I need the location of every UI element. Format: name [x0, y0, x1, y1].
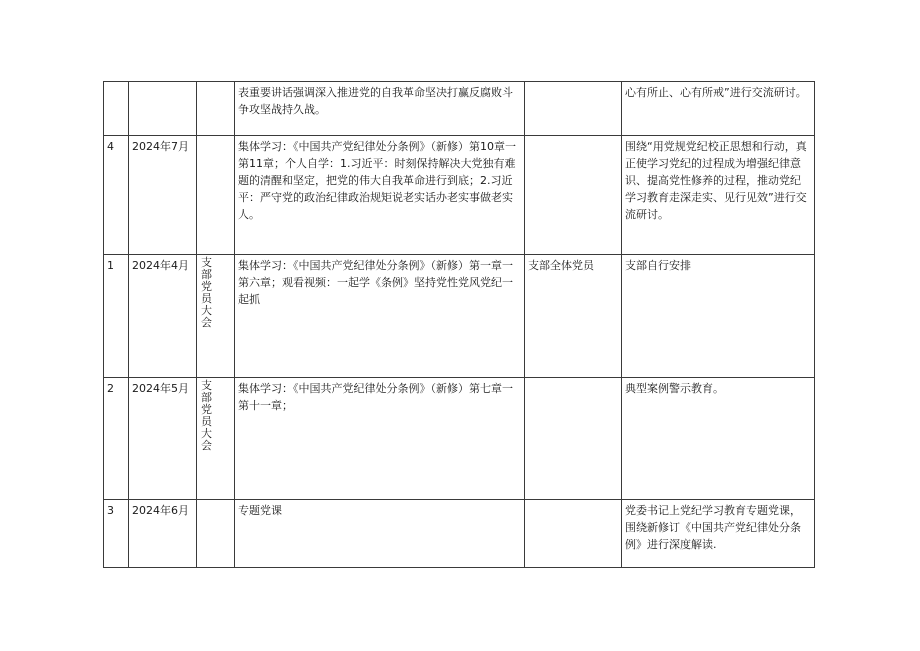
table-row [104, 500, 815, 568]
study-schedule-table [103, 81, 815, 568]
row-form [197, 500, 235, 568]
row-number [104, 82, 129, 136]
row-remark: 典型案例警示教育。 [622, 378, 815, 500]
row-form [197, 82, 235, 136]
table-row [104, 82, 815, 136]
row-content: 集体学习：《中国共产党纪律处分条例》（新修）第10章一第11章；个人自学：1.习近平：时刻保持解决大党独有难题的清醒和坚定，把党的伟大自我革命进行到底；2.习近平：严守党的政治纪律政治规矩说老实话办老实事做老实人。 [235, 136, 525, 255]
row-date: 2024年4月 [129, 255, 197, 378]
row-date: 2024年5月 [129, 378, 197, 500]
row-form [197, 136, 235, 255]
row-people [525, 500, 622, 568]
row-date: 2024年6月 [129, 500, 197, 568]
row-content: 集体学习：《中国共产党纪律处分条例》（新修）第七章一第十一章； [235, 378, 525, 500]
row-number: 1 [104, 255, 129, 378]
row-date: 2024年7月 [129, 136, 197, 255]
row-content: 专题党课 [235, 500, 525, 568]
row-content: 表重要讲话强调深入推进党的自我革命坚决打赢反腐败斗争攻坚战持久战。 [235, 82, 525, 136]
row-content: 集体学习：《中国共产党纪律处分条例》（新修）第一章一第六章；观看视频：一起学《条例》坚持党性党风党纪一起抓 [235, 255, 525, 378]
row-number: 2 [104, 378, 129, 500]
row-form [197, 255, 235, 378]
table-row [104, 378, 815, 500]
table-row [104, 136, 815, 255]
row-number: 4 [104, 136, 129, 255]
row-form-text: 支部党员大会 [201, 256, 212, 329]
row-remark: 心有所止、心有所戒”进行交流研讨。 [622, 82, 815, 136]
row-form-text: 支部党员大会 [201, 379, 212, 452]
table-row [104, 255, 815, 378]
row-people [525, 82, 622, 136]
row-number: 3 [104, 500, 129, 568]
row-remark: 支部自行安排 [622, 255, 815, 378]
row-form [197, 378, 235, 500]
row-people: 支部全体党员 [525, 255, 622, 378]
row-people [525, 136, 622, 255]
row-remark: 围绕“用党规党纪校正思想和行动，真正使学习党纪的过程成为增强纪律意识、提高党性修养的过程，推动党纪学习教育走深走实、见行见效”进行交流研讨。 [622, 136, 815, 255]
row-date [129, 82, 197, 136]
row-people [525, 378, 622, 500]
row-remark: 党委书记上党纪学习教育专题党课，围绕新修订《中国共产党纪律处分条例》进行深度解读. [622, 500, 815, 568]
